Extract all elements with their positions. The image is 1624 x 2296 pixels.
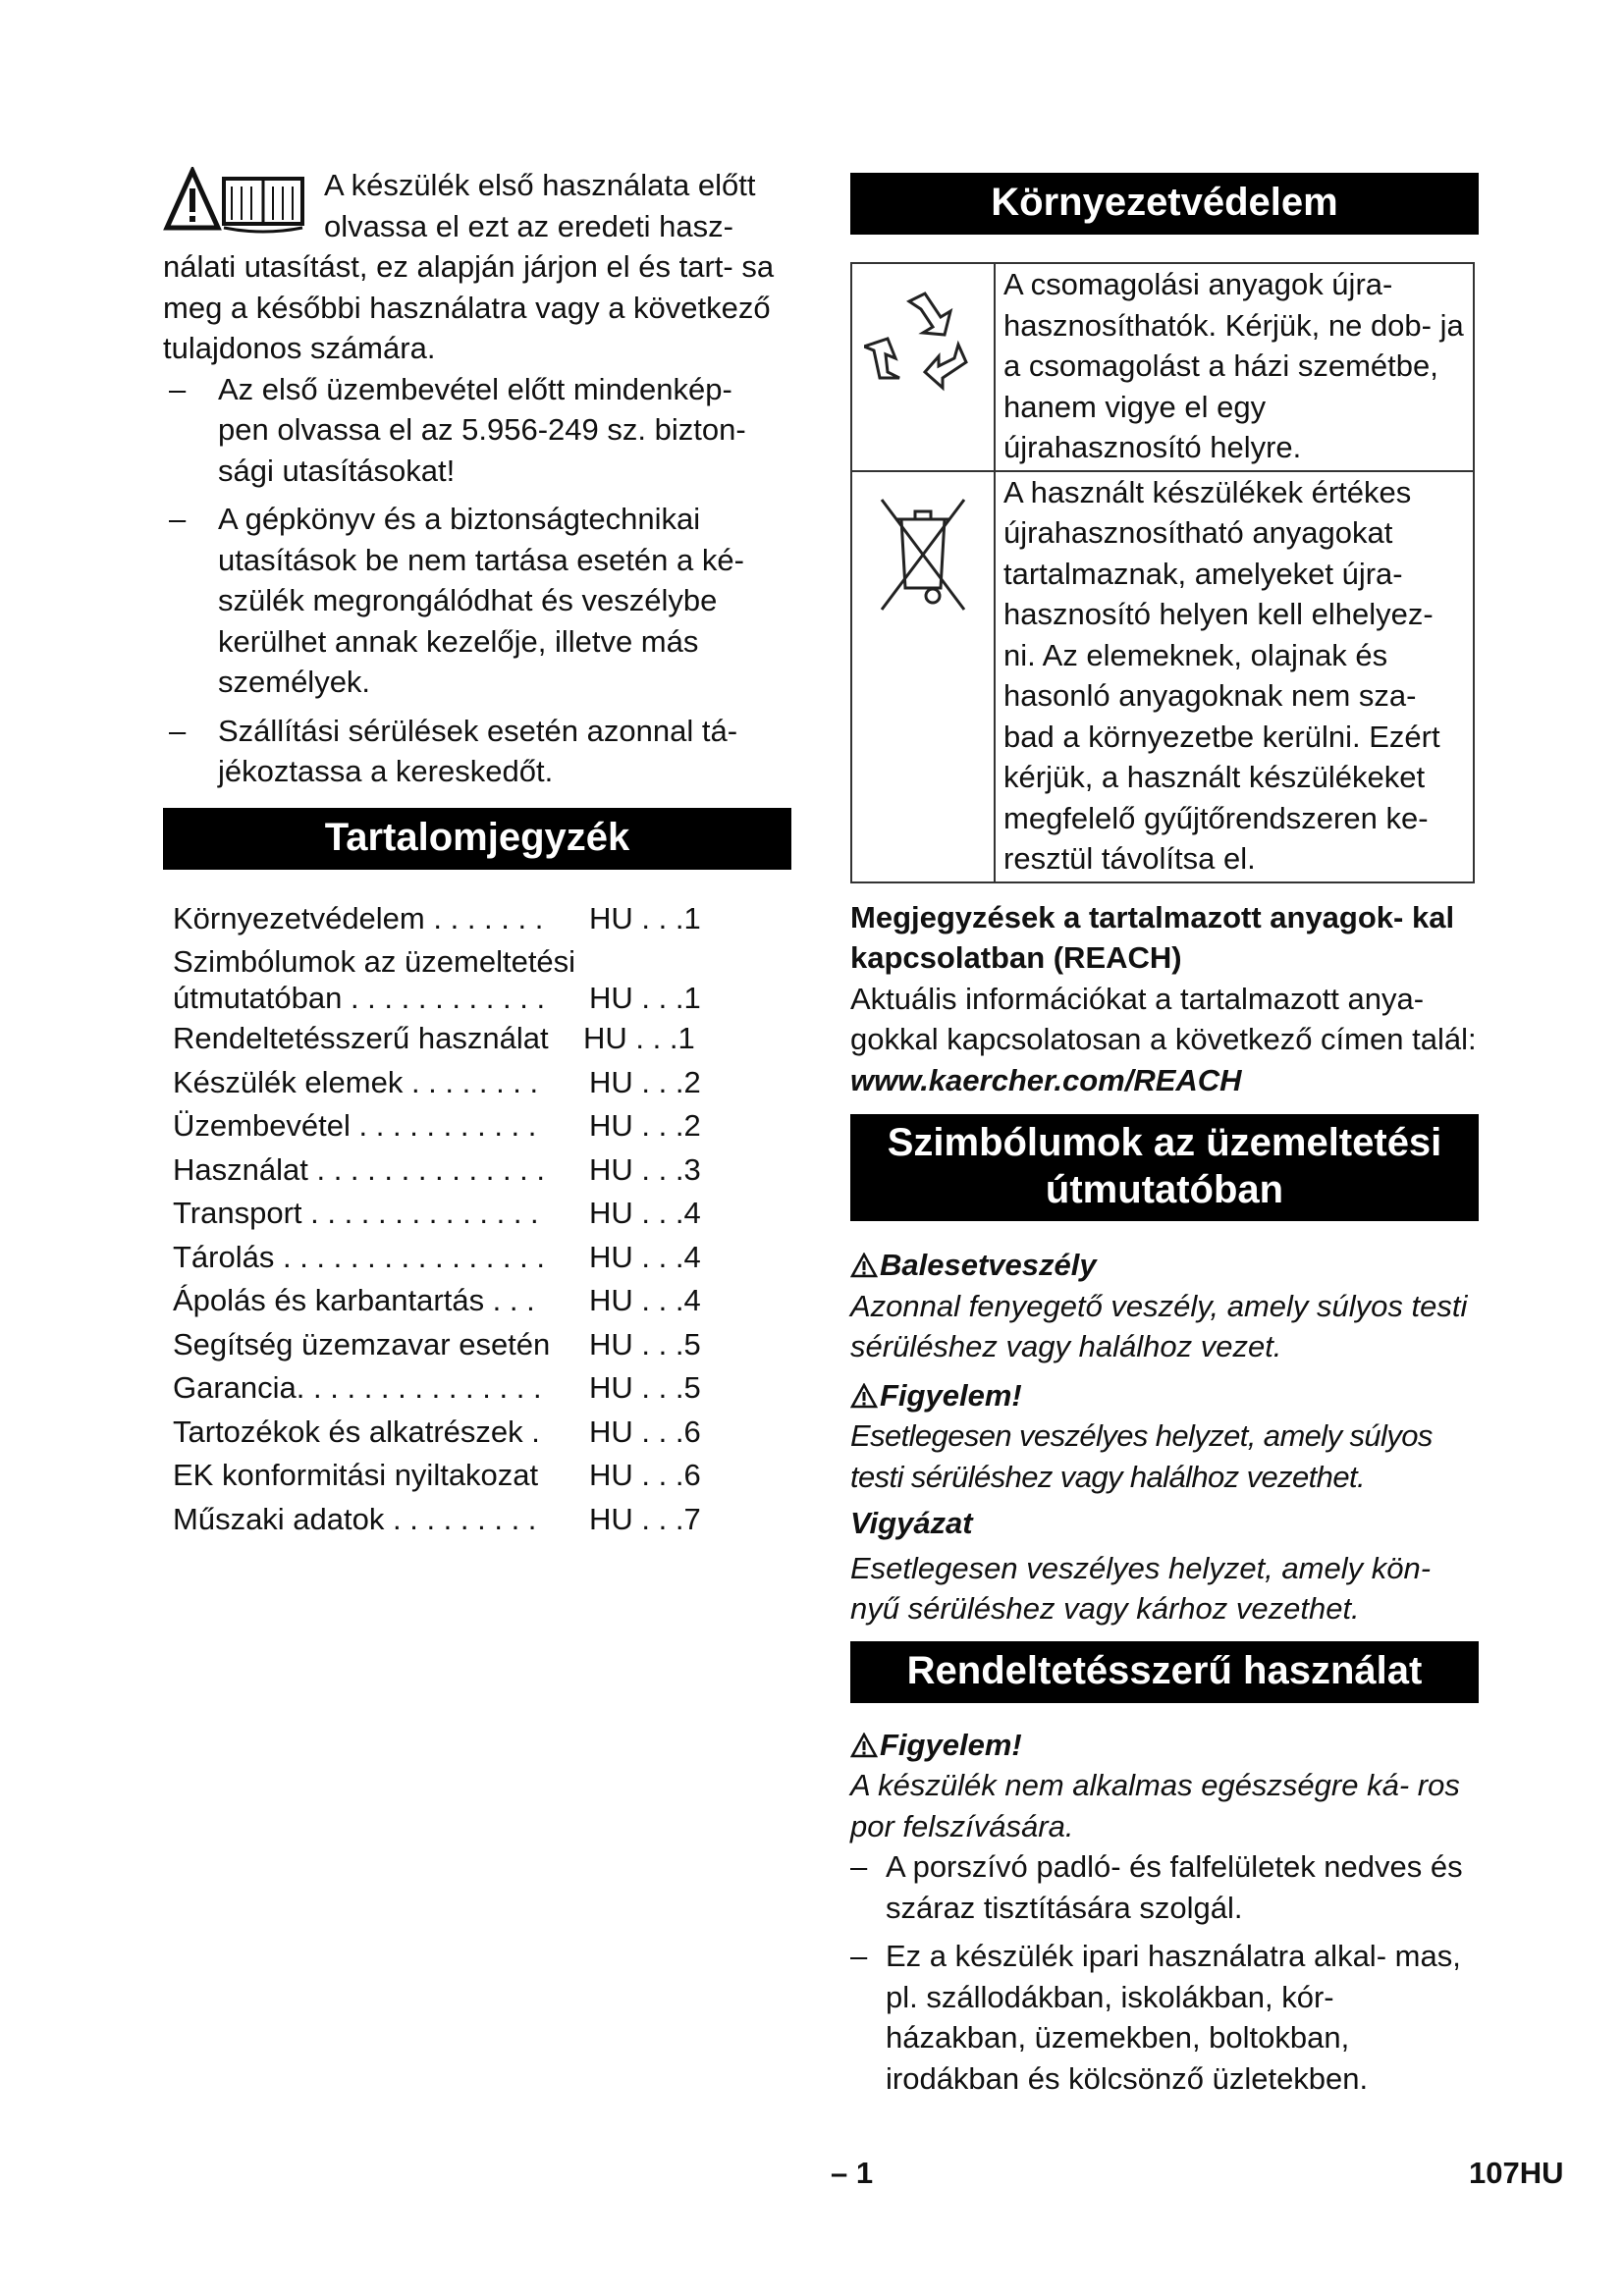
toc-entry[interactable]: Transport . . . . . . . . . . . . . . HU . . .4 [173, 1196, 701, 1230]
intro-item: – Szállítási sérülések esetén azonnal tá- jékoztassa a kereskedőt. [169, 713, 738, 788]
toc-entry[interactable]: Rendeltetésszerű használat HU . . .1 [173, 1021, 695, 1055]
toc-entry-continued[interactable]: útmutatóban . . . . . . . . . . . . HU . . .1 [173, 981, 701, 1015]
use-item: – A porszívó padló- és falfelületek nedves és száraz tisztítására szolgál. [850, 1849, 1463, 1925]
crossed-bin-icon [874, 490, 972, 617]
right-column [850, 173, 1479, 2099]
intro-line-2: olvassa el ezt az eredeti hasz- [324, 208, 733, 243]
symbols-title: Szimbólumok az üzemeltetési útmutatóban [850, 1114, 1479, 1221]
toc-entry[interactable]: Garancia. . . . . . . . . . . . . . . HU . . .5 [173, 1370, 701, 1405]
warning-manual-icon [163, 167, 310, 236]
caution-heading: Vigyázat [850, 1506, 973, 1540]
warning-triangle-icon [850, 1733, 878, 1758]
toc-entry[interactable]: Segítség üzemzavar esetén HU . . .5 [173, 1326, 701, 1362]
intro-line-1: A készülék első használata előtt [324, 168, 756, 202]
page-number: – 1 [831, 2156, 874, 2190]
toc-entry[interactable]: Tárolás . . . . . . . . . . . . . . . . HU . . .4 [173, 1239, 701, 1274]
env-table [850, 262, 1475, 883]
warning-heading: Figyelem! [850, 1375, 1479, 1416]
toc-entry[interactable]: Műszaki adatok . . . . . . . . . HU . . .7 [173, 1501, 701, 1536]
toc-entry[interactable]: EK konformitási nyiltakozat HU . . .6 [173, 1458, 701, 1492]
use-warning-heading: Figyelem! [850, 1725, 1479, 1766]
toc-title: Tartalomjegyzék [163, 808, 791, 870]
intro-item: – Az első üzembevétel előtt mindenkép- pen olvassa el az 5.956-249 sz. bizton- sági utasításokat! [169, 371, 746, 488]
use-item: – Ez a készülék ipari használatra alkal- mas, pl. szállodákban, iskolákban, kór- házakban, üzemekben, boltokban, irodákban és kölcsönző üzletekben. [850, 1939, 1461, 2096]
toc-entry[interactable]: Tartozékok és alkatrészek . HU . . .6 [173, 1414, 701, 1449]
reach-heading: Megjegyzések a tartalmazott anyagok- kal kapcsolatban (REACH) [850, 899, 1455, 975]
env-row-1-text: A csomagolási anyagok újra- hasznosíthatók. Kérjük, ne dob- ja a csomagolást a házi szemétbe, hanem vigye el egy újrahasznosító helyre. [995, 263, 1474, 471]
warning-triangle-icon [850, 1253, 878, 1278]
intro-rest: nálati utasítást, ez alapján járjon el és tart- sa meg a későbbi használatra vagy a következő tulajdonos számára. [163, 249, 775, 365]
toc-entry[interactable]: Készülék elemek . . . . . . . . HU . . .2 [173, 1064, 701, 1099]
toc-entry[interactable]: Üzembevétel . . . . . . . . . . . HU . . .2 [173, 1108, 701, 1143]
recycle-icon [864, 284, 982, 392]
caution-text: Esetlegesen veszélyes helyzet, amely kön- nyű sérüléshez vagy kárhoz vezethet. [850, 1550, 1432, 1626]
use-title: Rendeltetésszerű használat [850, 1641, 1479, 1703]
danger-text: Azonnal fenyegető veszély, amely súlyos testi sérüléshez vagy halálhoz vezet. [850, 1288, 1468, 1363]
reach-url[interactable]: www.kaercher.com/REACH [850, 1062, 1242, 1097]
use-warning-text: A készülék nem alkalmas egészségre ká- ros por felszívására. [850, 1768, 1460, 1843]
env-row-2-text: A használt készülékek értékes újrahasznosítható anyagokat tartalmaznak, amelyeket újra- hasznosító helyen kell elhelyez- ni. Az elemeknek, olajnak és hasonló anyagoknak nem sza- bad a környezetbe kerülni. Ezért kérjük, a használt készülékeket megfelelő gyűjtőrendszeren ke- resztül távolítsa el. [995, 471, 1474, 882]
weee-cell [851, 471, 995, 882]
toc-entry[interactable]: Környezetvédelem . . . . . . . HU . . .1 [173, 900, 701, 935]
table-of-contents [163, 897, 723, 1542]
page-code: 107HU [1469, 2156, 1564, 2190]
left-column [163, 165, 791, 1541]
env-title: Környezetvédelem [850, 173, 1479, 235]
toc-entry[interactable]: Szimbólumok az üzemeltetési [173, 944, 576, 979]
toc-entry[interactable]: Ápolás és karbantartás . . . HU . . .4 [173, 1283, 701, 1317]
intro-block [163, 165, 791, 369]
warning-triangle-icon [850, 1383, 878, 1409]
danger-heading: Balesetveszély [850, 1245, 1479, 1286]
intro-item: – A gépkönyv és a biztonságtechnikai utasítások be nem tartása esetén a ké- szülék megrongálódhat és veszélybe kerülhet annak kezelője, illetve más személyek. [169, 502, 744, 699]
toc-entry[interactable]: Használat . . . . . . . . . . . . . . HU . . .3 [173, 1151, 701, 1187]
reach-text: Aktuális információkat a tartalmazott anya- gokkal kapcsolatosan a következő címen talál: [850, 981, 1477, 1056]
warning-text: Esetlegesen veszélyes helyzet, amely súlyos testi sérüléshez vagy halálhoz vezethet. [850, 1418, 1433, 1494]
recycle-cell [851, 263, 995, 471]
